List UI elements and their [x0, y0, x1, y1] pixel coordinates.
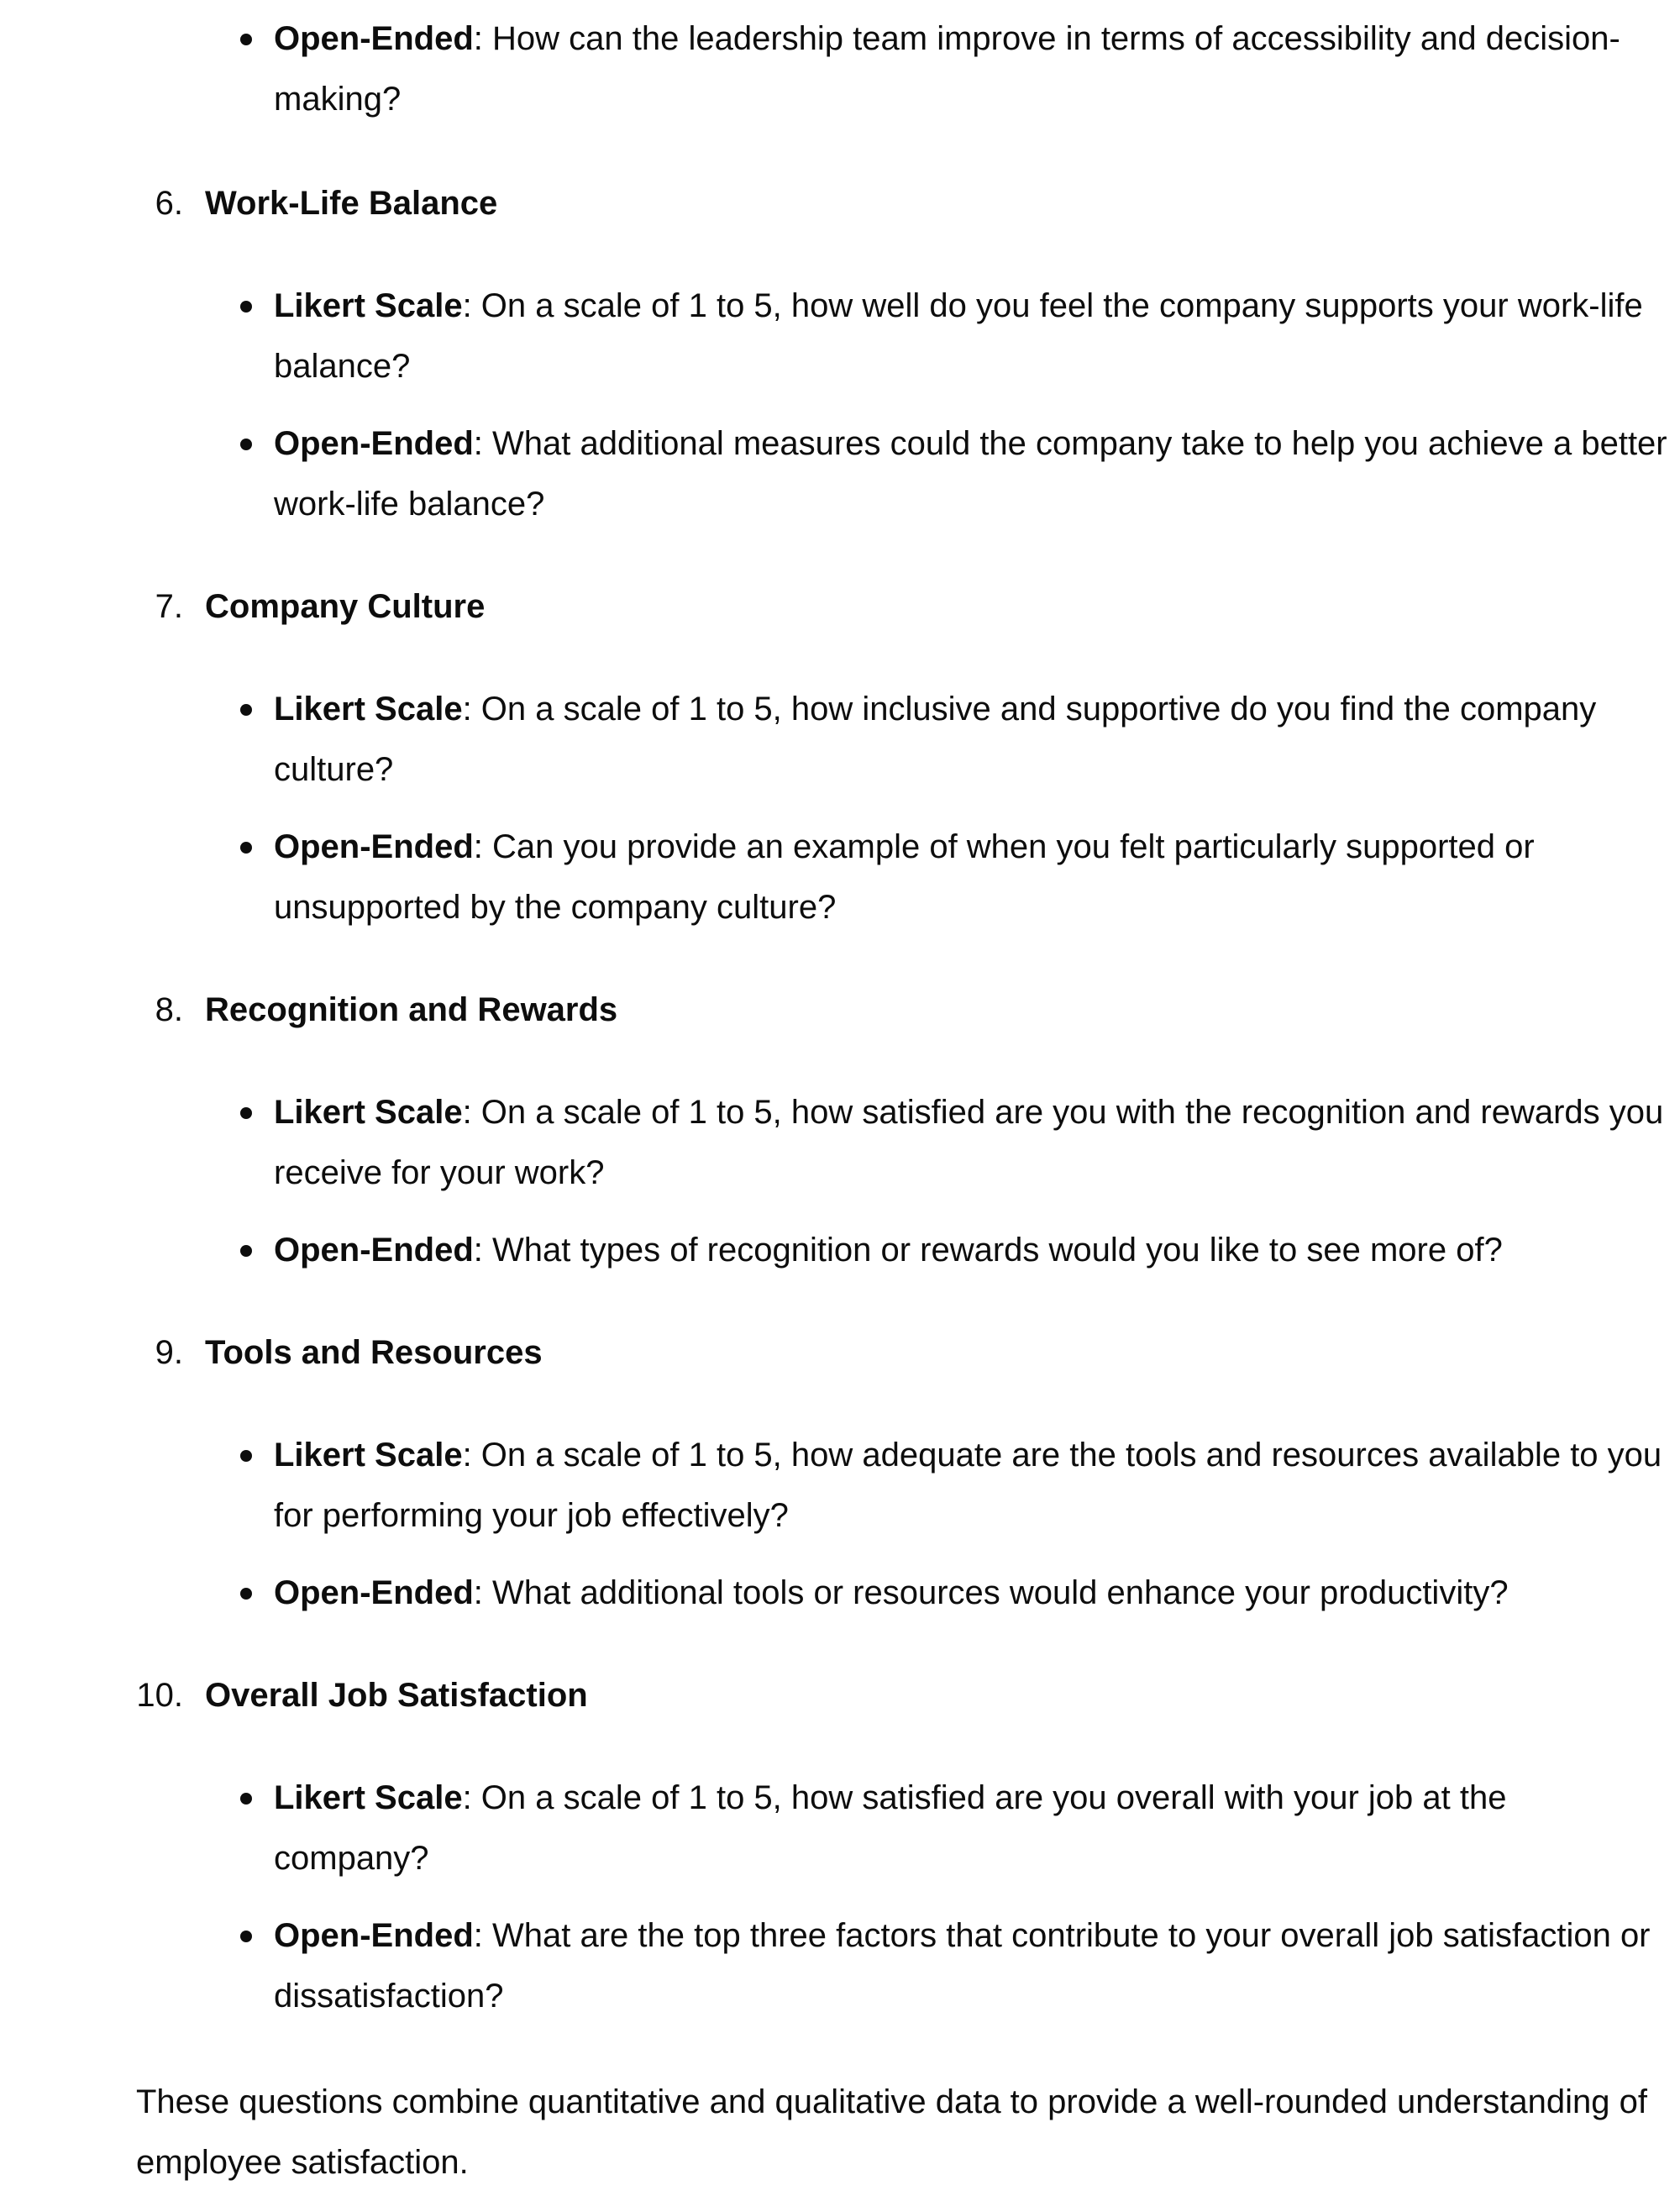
section-heading	[0, 576, 840, 637]
bullet-icon	[240, 1450, 252, 1462]
section-heading	[0, 1665, 840, 1726]
bullet-icon	[240, 1588, 252, 1600]
bullet-icon	[240, 1245, 252, 1257]
item-text: : Can you provide an example of when you felt particularly supported or unsupported by the company culture?	[274, 828, 1535, 926]
section-number: 10.	[136, 1677, 183, 1714]
item-label: Open-Ended	[274, 828, 474, 865]
item-label: Open-Ended	[274, 1232, 474, 1269]
section-title: Work-Life Balance	[205, 185, 498, 222]
item-label: Open-Ended	[274, 1574, 474, 1611]
item-label: Likert Scale	[274, 691, 463, 728]
item-label: Likert Scale	[274, 287, 463, 324]
bullet-icon	[240, 34, 252, 45]
item-text: : How can the leadership team improve in terms of accessibility and decision-making?	[274, 20, 1620, 118]
list-item	[274, 1563, 1668, 1623]
item-text: : On a scale of 1 to 5, how satisfied are you with the recognition and rewards you receive for your work?	[274, 1094, 1664, 1191]
item-label: Likert Scale	[274, 1094, 463, 1131]
bullet-icon	[240, 1793, 252, 1805]
section-number: 9.	[155, 1334, 183, 1371]
item-label: Likert Scale	[274, 1779, 463, 1816]
bullet-icon	[240, 439, 252, 450]
item-text: : On a scale of 1 to 5, how well do you feel the company supports your work-life balance?	[274, 287, 1643, 385]
bullet-icon	[240, 1931, 252, 1942]
item-text: : What types of recognition or rewards would you like to see more of?	[473, 1232, 1503, 1269]
bullet-icon	[240, 704, 252, 716]
list-item	[274, 276, 1668, 397]
list-item	[274, 817, 1668, 938]
list-item	[274, 679, 1668, 800]
item-text: : What additional tools or resources would enhance your productivity?	[473, 1574, 1509, 1611]
list-item	[274, 1768, 1668, 1889]
section-number: 7.	[155, 588, 183, 625]
item-label: Open-Ended	[274, 425, 474, 462]
item-text: : On a scale of 1 to 5, how inclusive and supportive do you find the company culture?	[274, 691, 1597, 788]
list-item	[274, 8, 1668, 129]
bullet-icon	[240, 842, 252, 854]
bullet-icon	[240, 1107, 252, 1119]
item-text: : What are the top three factors that contribute to your overall job satisfaction or dissatisfaction?	[274, 1917, 1651, 2015]
item-label: Open-Ended	[274, 20, 474, 57]
bullet-icon	[240, 301, 252, 313]
section-title: Overall Job Satisfaction	[205, 1677, 588, 1714]
list-item	[274, 1425, 1668, 1546]
section-heading	[0, 980, 840, 1040]
section-heading	[0, 173, 840, 234]
list-item	[274, 413, 1668, 534]
item-text: : What additional measures could the company take to help you achieve a better work-life balance?	[274, 425, 1667, 523]
section-number: 6.	[155, 185, 183, 222]
item-label: Likert Scale	[274, 1437, 463, 1474]
closing-paragraph: These questions combine quantitative and qualitative data to provide a well-rounded understanding of employee satisfaction.	[136, 2083, 1647, 2181]
list-item	[274, 1082, 1668, 1203]
item-label: Open-Ended	[274, 1917, 474, 1954]
list-item	[274, 1905, 1668, 2026]
section-number: 8.	[155, 991, 183, 1028]
item-text: : On a scale of 1 to 5, how adequate are the tools and resources available to you for performing your job effectively?	[274, 1437, 1662, 1534]
item-text: : On a scale of 1 to 5, how satisfied are you overall with your job at the company?	[274, 1779, 1507, 1877]
list-item	[274, 1220, 1668, 1280]
section-title: Tools and Resources	[205, 1334, 543, 1371]
section-title: Company Culture	[205, 588, 486, 625]
section-title: Recognition and Rewards	[205, 991, 618, 1028]
section-heading	[0, 1322, 840, 1383]
